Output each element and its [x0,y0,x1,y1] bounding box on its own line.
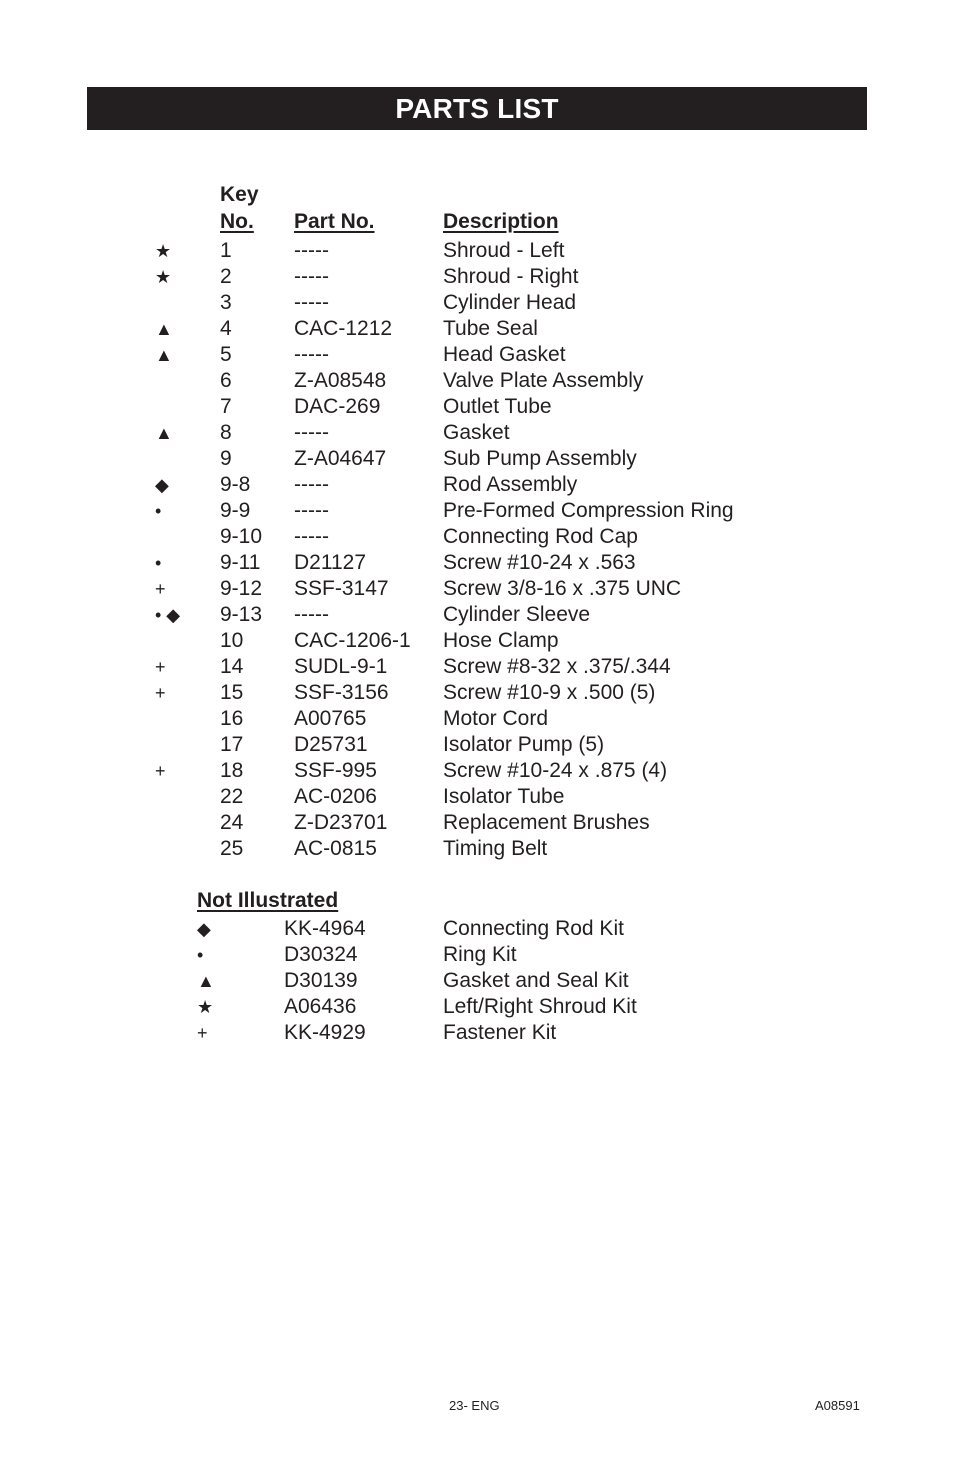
row-symbol: ▲ [155,319,173,339]
part-no: ----- [294,473,329,496]
table-row [0,628,954,654]
row-symbol: • [155,501,162,521]
row-symbol: + [155,657,166,677]
description: Replacement Brushes [443,811,650,834]
description: Screw #8-32 x .375/.344 [443,655,671,678]
part-no: KK-4929 [284,1021,366,1044]
list-item [0,942,954,968]
row-symbol: • [197,945,204,965]
description: Left/Right Shroud Kit [443,995,637,1018]
description: Pre-Formed Compression Ring [443,499,734,522]
table-row [0,420,954,446]
description: Isolator Tube [443,785,565,808]
part-no: Z-D23701 [294,811,388,834]
part-no: SSF-3147 [294,577,389,600]
header-part-no: Part No. [294,210,375,233]
parts-rows [0,238,954,862]
key-no: 16 [220,707,244,730]
key-no: 9-13 [220,603,263,626]
description: Hose Clamp [443,629,559,652]
key-no: 5 [220,343,232,366]
row-symbol: ★ [155,241,172,261]
row-symbol: • [155,553,162,573]
description: Shroud - Right [443,265,579,288]
table-row [0,784,954,810]
key-no: 2 [220,265,232,288]
part-no: Z-A04647 [294,447,387,470]
description: Cylinder Sleeve [443,603,591,626]
description: Screw #10-24 x .563 [443,551,636,574]
description: Fastener Kit [443,1021,557,1044]
key-no: 9-11 [220,551,261,574]
row-symbol: ◆ [155,475,169,495]
key-no: 22 [220,785,244,808]
part-no: D30139 [284,969,358,992]
description: Screw #10-24 x .875 (4) [443,759,668,782]
row-symbol: ▲ [197,971,215,991]
part-no: ----- [294,499,329,522]
part-no: AC-0206 [294,785,377,808]
part-no: ----- [294,343,329,366]
list-item [0,1020,954,1046]
description: Shroud - Left [443,239,565,262]
row-symbol: • ◆ [155,605,181,625]
part-no: CAC-1206-1 [294,629,411,652]
table-row [0,498,954,524]
key-no: 8 [220,421,232,444]
description: Connecting Rod Kit [443,917,624,940]
table-row [0,446,954,472]
key-no: 9-8 [220,473,251,496]
list-item [0,994,954,1020]
row-symbol: ★ [155,267,172,287]
description: Valve Plate Assembly [443,369,644,392]
row-symbol: + [155,761,166,781]
key-no: 18 [220,759,244,782]
title-banner [87,87,867,130]
description: Gasket [443,421,510,444]
part-no: D30324 [284,943,358,966]
list-item [0,916,954,942]
description: Sub Pump Assembly [443,447,637,470]
table-row [0,316,954,342]
table-row [0,264,954,290]
part-no: SSF-995 [294,759,377,782]
header-description: Description [443,210,559,233]
description: Rod Assembly [443,473,578,496]
description: Motor Cord [443,707,549,730]
key-no: 9-9 [220,499,251,522]
table-row [0,524,954,550]
description: Ring Kit [443,943,517,966]
row-symbol: ★ [197,997,214,1017]
row-symbol: + [155,579,166,599]
part-no: AC-0815 [294,837,377,860]
table-row [0,602,954,628]
key-no: 3 [220,291,232,314]
table-row [0,290,954,316]
part-no: ----- [294,291,329,314]
part-no: ----- [294,239,329,262]
part-no: ----- [294,421,329,444]
row-symbol: ◆ [197,919,211,939]
part-no: ----- [294,603,329,626]
description: Connecting Rod Cap [443,525,638,548]
page-number: 23- ENG [449,1398,500,1413]
table-row [0,706,954,732]
description: Screw 3/8-16 x .375 UNC [443,577,682,600]
description: Isolator Pump (5) [443,733,605,756]
table-row [0,810,954,836]
row-symbol: + [197,1023,208,1043]
key-no: 9 [220,447,232,470]
table-row [0,680,954,706]
key-no: 25 [220,837,244,860]
header-key-no: No. [220,210,254,233]
row-symbol: ▲ [155,345,173,365]
header-key: Key [220,183,259,206]
table-row [0,758,954,784]
key-no: 1 [220,239,232,262]
description: Head Gasket [443,343,566,366]
part-no: A06436 [284,995,357,1018]
key-no: 4 [220,317,232,340]
description: Screw #10-9 x .500 (5) [443,681,656,704]
table-row [0,472,954,498]
table-row [0,238,954,264]
part-no: Z-A08548 [294,369,387,392]
part-no: SSF-3156 [294,681,389,704]
row-symbol: + [155,683,166,703]
table-row [0,836,954,862]
description: Gasket and Seal Kit [443,969,629,992]
table-row [0,550,954,576]
key-no: 17 [220,733,244,756]
table-row [0,368,954,394]
key-no: 9-12 [220,577,263,600]
description: Outlet Tube [443,395,552,418]
row-symbol: ▲ [155,423,173,443]
part-no: DAC-269 [294,395,381,418]
key-no: 24 [220,811,244,834]
key-no: 10 [220,629,244,652]
part-no: KK-4964 [284,917,366,940]
page-title: PARTS LIST [395,92,559,124]
table-row [0,654,954,680]
part-no: D21127 [294,551,367,574]
document-code: A08591 [815,1398,860,1413]
key-no: 6 [220,369,232,392]
not-illustrated-title: Not Illustrated [197,889,339,912]
part-no: D25731 [294,733,368,756]
description: Timing Belt [443,837,548,860]
part-no: CAC-1212 [294,317,393,340]
part-no: SUDL-9-1 [294,655,388,678]
description: Cylinder Head [443,291,577,314]
table-row [0,576,954,602]
table-row [0,732,954,758]
part-no: ----- [294,265,329,288]
description: Tube Seal [443,317,538,340]
not-illustrated-rows [0,916,954,1046]
part-no: A00765 [294,707,367,730]
part-no: ----- [294,525,329,548]
key-no: 7 [220,395,232,418]
key-no: 15 [220,681,244,704]
table-row [0,394,954,420]
list-item [0,968,954,994]
table-row [0,342,954,368]
key-no: 14 [220,655,244,678]
key-no: 9-10 [220,525,263,548]
